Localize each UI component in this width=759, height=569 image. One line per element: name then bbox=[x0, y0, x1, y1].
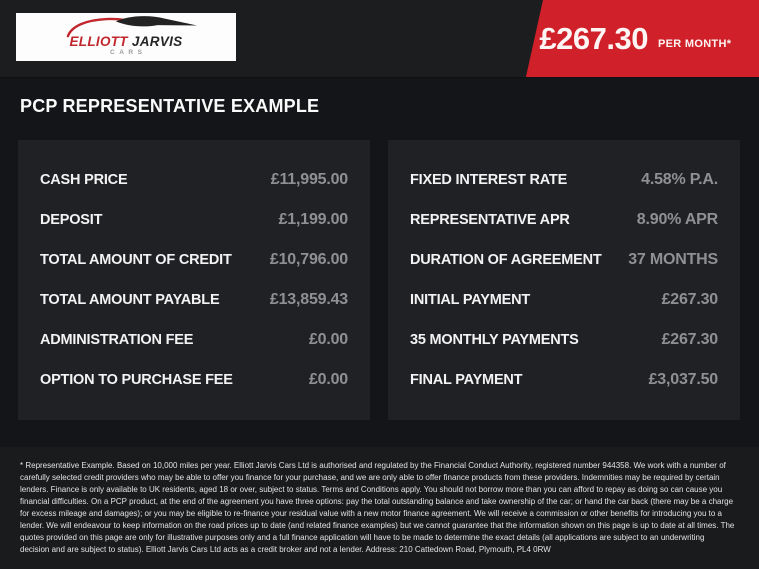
finance-row-admin-fee bbox=[40, 320, 348, 360]
finance-row-label: REPRESENTATIVE APR bbox=[410, 212, 570, 228]
page-title: PCP REPRESENTATIVE EXAMPLE bbox=[20, 96, 320, 116]
logo-brand-primary: ELLIOTT bbox=[69, 34, 128, 49]
finance-row-initial-payment bbox=[410, 280, 718, 320]
finance-row-value: £267.30 bbox=[661, 291, 718, 308]
finance-row-value: £11,995.00 bbox=[270, 171, 348, 188]
finance-row-value: £0.00 bbox=[308, 331, 348, 348]
finance-row-label: TOTAL AMOUNT OF CREDIT bbox=[40, 252, 232, 268]
finance-row-option-to-purchase-fee bbox=[40, 360, 348, 400]
finance-row-label: 35 MONTHLY PAYMENTS bbox=[410, 332, 579, 348]
finance-row-deposit bbox=[40, 200, 348, 240]
finance-row-monthly-payments bbox=[410, 320, 718, 360]
monthly-price-period: PER MONTH* bbox=[657, 38, 732, 50]
disclaimer-text: * Representative Example. Based on 10,000 miles per year. Elliott Jarvis Cars Ltd is authorised and regulated by the Financial Conduct Authority, registered number 944358. We work with a number of carefully selected credit providers who may be able to offer you finance for your purchase, and we are only able to offer finance products from these providers. Indemnities may be required by certain lenders. Finance is only available to UK residents, aged 18 or over, subject to status. Terms and Conditions apply. You should not borrow more than you can afford to repay as doing so can cause you financial difficulties. On a PCP product, at the end of the agreement you have three options: pay the total outstanding balance and take ownership of the car; or hand the car back (there may be a charge for excess mileage and damages); or you may be eligible to re-finance your residual value with a new motor finance agreement. We will receive a commission or other benefits for introducing you to a lender. We will endeavour to keep information on the road prices up to date (and related finance examples) but we cannot guarantee that the information shown on this page is up to date at all times. The quotes provided on this page are only for illustrative purposes only and a full finance application will have to be made to determine the exact details (all applications are subject to an underwriting decision and are subject to status). Elliott Jarvis Cars Ltd acts as a credit broker and not a lender. Address: 210 Cattedown Road, Plymouth, PL4 0RW bbox=[20, 461, 735, 554]
finance-row-value: £13,859.43 bbox=[269, 291, 348, 308]
finance-row-value: 37 MONTHS bbox=[628, 251, 718, 268]
finance-row-label: FIXED INTEREST RATE bbox=[410, 172, 568, 188]
finance-row-value: 4.58% P.A. bbox=[641, 171, 718, 188]
logo-brand-secondary: JARVIS bbox=[131, 34, 183, 49]
finance-row-value: £1,199.00 bbox=[278, 211, 348, 228]
finance-row-label: CASH PRICE bbox=[40, 172, 128, 188]
finance-row-duration bbox=[410, 240, 718, 280]
dealer-logo bbox=[16, 13, 236, 61]
finance-row-representative-apr bbox=[410, 200, 718, 240]
finance-row-value: 8.90% APR bbox=[636, 211, 718, 228]
finance-row-label: DURATION OF AGREEMENT bbox=[410, 252, 602, 268]
finance-row-value: £267.30 bbox=[661, 331, 718, 348]
finance-table-right bbox=[388, 140, 740, 420]
finance-row-value: £10,796.00 bbox=[269, 251, 348, 268]
monthly-price-amount: £267.30 bbox=[539, 21, 648, 56]
header bbox=[0, 0, 759, 78]
finance-tables bbox=[18, 140, 741, 420]
finance-row-total-payable bbox=[40, 280, 348, 320]
finance-row-label: TOTAL AMOUNT PAYABLE bbox=[40, 292, 220, 308]
finance-row-cash-price bbox=[40, 160, 348, 200]
logo-brand-line bbox=[16, 34, 236, 49]
finance-row-value: £0.00 bbox=[308, 371, 348, 388]
finance-row-label: ADMINISTRATION FEE bbox=[40, 332, 194, 348]
logo-brand-sub: CARS bbox=[110, 49, 147, 56]
finance-row-label: FINAL PAYMENT bbox=[410, 372, 523, 388]
finance-row-label: OPTION TO PURCHASE FEE bbox=[40, 372, 233, 388]
finance-row-label: DEPOSIT bbox=[40, 212, 103, 228]
finance-row-fixed-interest-rate bbox=[410, 160, 718, 200]
finance-table-left bbox=[18, 140, 370, 420]
monthly-price-banner-content bbox=[534, 0, 759, 78]
finance-row-total-credit bbox=[40, 240, 348, 280]
monthly-price-banner bbox=[526, 0, 759, 78]
finance-row-label: INITIAL PAYMENT bbox=[410, 292, 530, 308]
finance-row-final-payment bbox=[410, 360, 718, 400]
disclaimer-footer bbox=[0, 447, 759, 569]
finance-row-value: £3,037.50 bbox=[648, 371, 718, 388]
